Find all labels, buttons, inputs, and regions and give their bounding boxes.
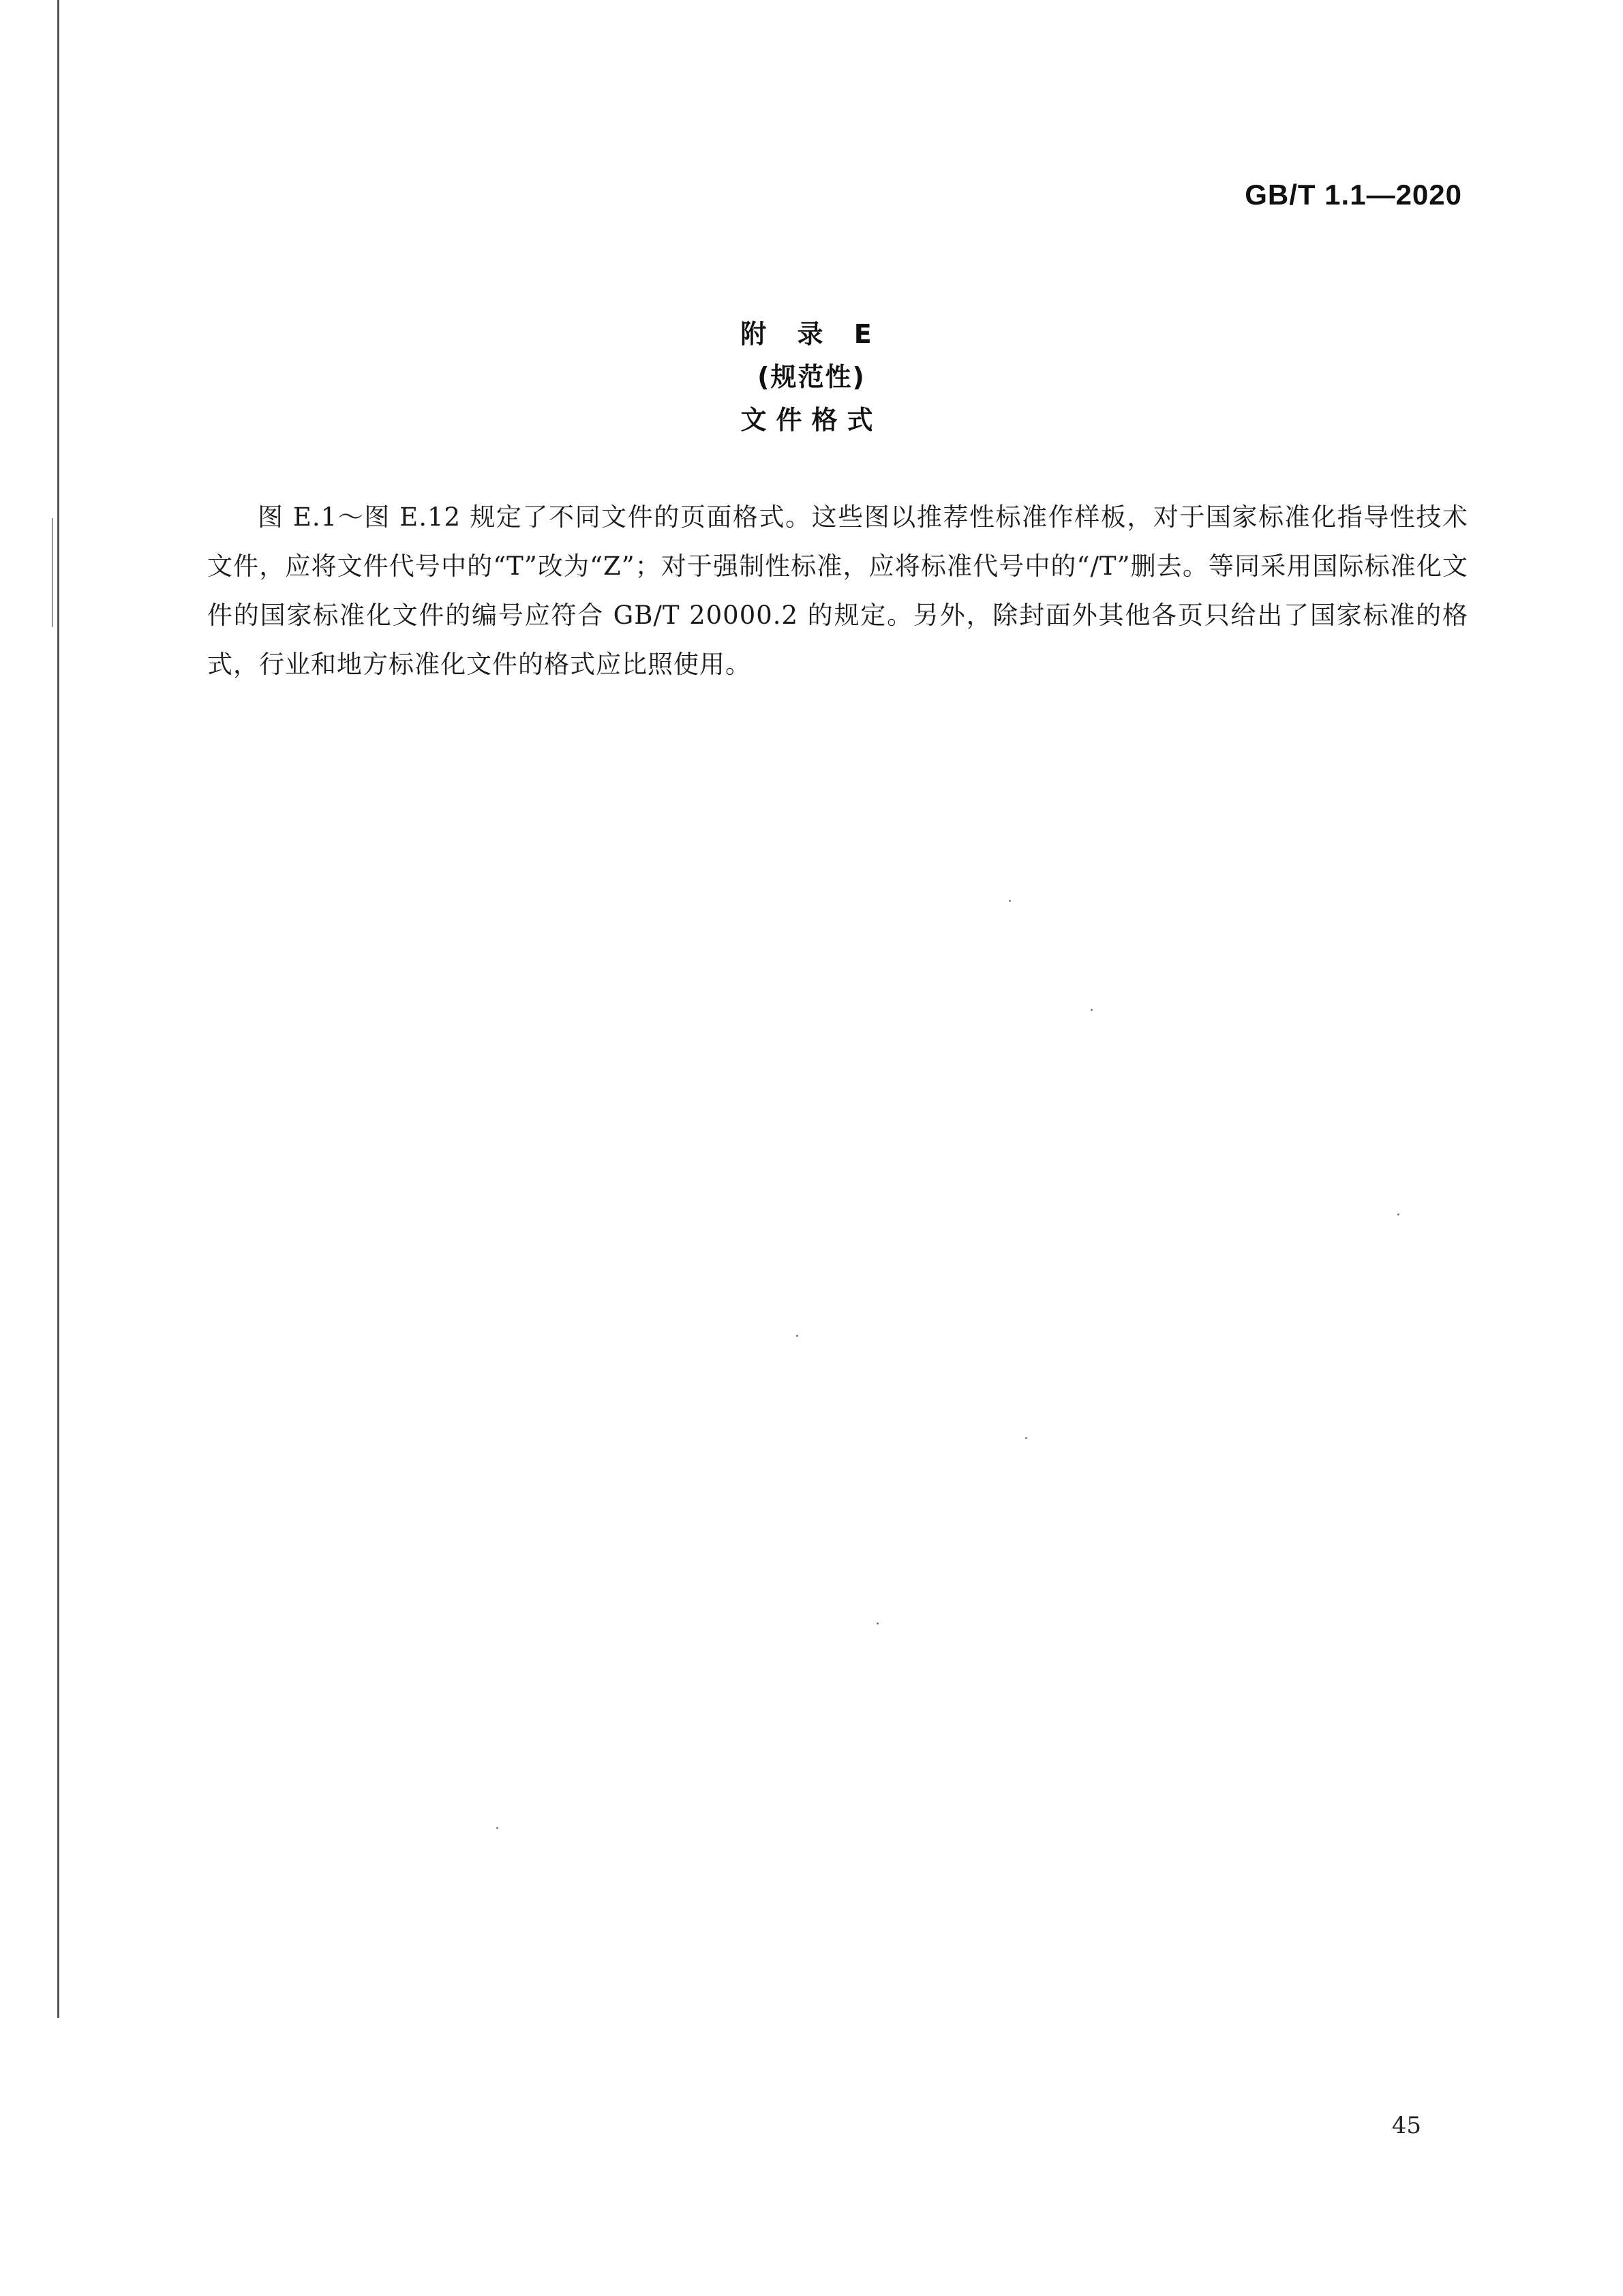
- appendix-type: (规范性): [757, 362, 866, 392]
- scan-speck: [1009, 900, 1011, 902]
- body-paragraph: 图 E.1～图 E.12 规定了不同文件的页面格式。这些图以推荐性标准作样板，对于国家标准化指导性技术文件，应将文件代号中的“T”改为“Z”；对于强制性标准，应将标准代号中的“/T”删去。等同采用国际标准化文件的国家标准化文件的编号应符合 GB/T 20000.2 的规定。另外，除封面外其他各页只给出了国家标准的格式，行业和地方标准化文件的格式应比照使用。: [207, 502, 1468, 679]
- appendix-title: 附 录 E: [740, 319, 883, 349]
- standard-code-header: GB/T 1.1—2020: [1245, 179, 1462, 211]
- scan-speck: [1025, 1437, 1027, 1439]
- scan-speck: [796, 1335, 798, 1337]
- appendix-name: 文件格式: [740, 405, 883, 435]
- page-number: 45: [1391, 2112, 1421, 2139]
- scan-speck: [1397, 1213, 1399, 1215]
- scan-speck: [1091, 1009, 1093, 1011]
- scan-left-mark: [52, 518, 53, 627]
- scan-speck: [496, 1827, 498, 1829]
- scan-left-edge: [57, 0, 59, 2018]
- appendix-heading: [0, 312, 1623, 442]
- scan-speck: [877, 1622, 879, 1625]
